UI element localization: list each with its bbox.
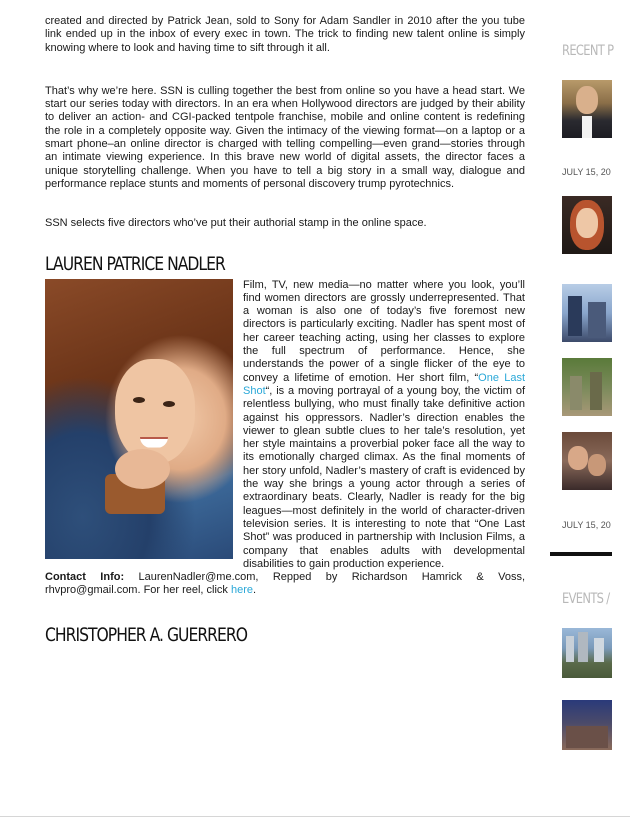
- photo-hand: [115, 449, 170, 489]
- recent-posts-heading: RECENT P: [562, 43, 614, 59]
- article-paragraph: created and directed by Patrick Jean, sold to Sony for Adam Sandler in 2010 after the you tube link ended up in the inbox of every exec in town. The trick to finding new talent online is simply knowing where to look and having time to sift through it all.: [45, 15, 525, 54]
- contact-end: .: [253, 584, 257, 597]
- recent-post-thumbnail[interactable]: [562, 196, 612, 254]
- post-date: JULY 15, 20: [562, 167, 611, 177]
- article-body: [45, 15, 525, 650]
- bio-text: “, is a moving portrayal of a young boy, the victim of relentless bullying, who must finally take definitive action against his oppressors. Nadler’s direction enables the viewer to glean subtle clues to her tale’s resolution, yet her style maintains a proverbial poker face all the way to its emotionally charged climax. As the final moments of her story unfold, Nadler’s mastery of craft is evidenced by the way she brings a young actor through a series of extraordinary beats. Clearly, Nadler is ready for the big leagues—most definitely in the world of character-driven television series. It is interesting to note that “One Last Shot” was produced in partnership with Inclusion Films, a company that enables adults with developmental disabilities to gain production experience.: [243, 384, 525, 570]
- photo-eye: [133, 397, 145, 403]
- sidebar-divider: [550, 552, 612, 556]
- events-heading: EVENTS /: [562, 591, 610, 607]
- reel-link[interactable]: here: [231, 584, 254, 597]
- director-photo-nadler: [45, 279, 233, 559]
- event-thumbnail[interactable]: [562, 700, 612, 750]
- film-link-one-last-shot[interactable]: One Last Shot: [243, 371, 526, 397]
- article-paragraph: SSN selects five directors who’ve put their authorial stamp in the online space.: [45, 217, 427, 230]
- recent-post-thumbnail[interactable]: [562, 358, 612, 416]
- sidebar: [550, 0, 630, 819]
- contact-text: LaurenNadler@me.com, Repped by Richardson Hamrick & Voss, rhvpro@gmail.com. For her reel, click: [45, 571, 525, 597]
- director-heading-guerrero: CHRISTOPHER A. GUERRERO: [45, 623, 247, 646]
- page-bottom-rule: [0, 816, 630, 817]
- event-thumbnail[interactable]: [562, 628, 612, 678]
- bio-text: Film, TV, new media—no matter where you look, you’ll find women directors are grossly underrepresented. That a woman is also one of today’s five foremost new directors is particularly exciting. Nadler has spent most of her career teaching acting, using her classes to explore the full spectrum of performance. Hence, she understands the power of a single flicker of the eye to convey a lifetime of emotion. Her short film, “: [243, 278, 525, 384]
- post-date: JULY 15, 20: [562, 520, 611, 530]
- director-heading-nadler: LAUREN PATRICE NADLER: [45, 252, 225, 275]
- recent-post-thumbnail[interactable]: [562, 432, 612, 490]
- photo-eye: [163, 401, 175, 407]
- contact-label: Contact Info:: [45, 571, 125, 584]
- article-paragraph: That’s why we’re here. SSN is culling together the best from online so you have a head start. We start our series today with directors. In an era when Hollywood directors are judged by their ability to deliver an action- and CGI-packed tentpole franchise, mobile and online content is redefining the role in a completely opposite way. Given the intimacy of the viewing format—on a laptop or a smart phone–an online director is charged with telling compelling—even grand—stories through an intimate viewing experience. In this brave new world of digital assets, the director faces a unique storytelling challenge. When you have to tell a big story in a small way, dialogue and performance replace stunts and moments of personal discovery trump pyrotechnics.: [45, 84, 525, 190]
- recent-post-thumbnail[interactable]: [562, 284, 612, 342]
- recent-post-thumbnail[interactable]: [562, 80, 612, 138]
- photo-face: [115, 359, 195, 464]
